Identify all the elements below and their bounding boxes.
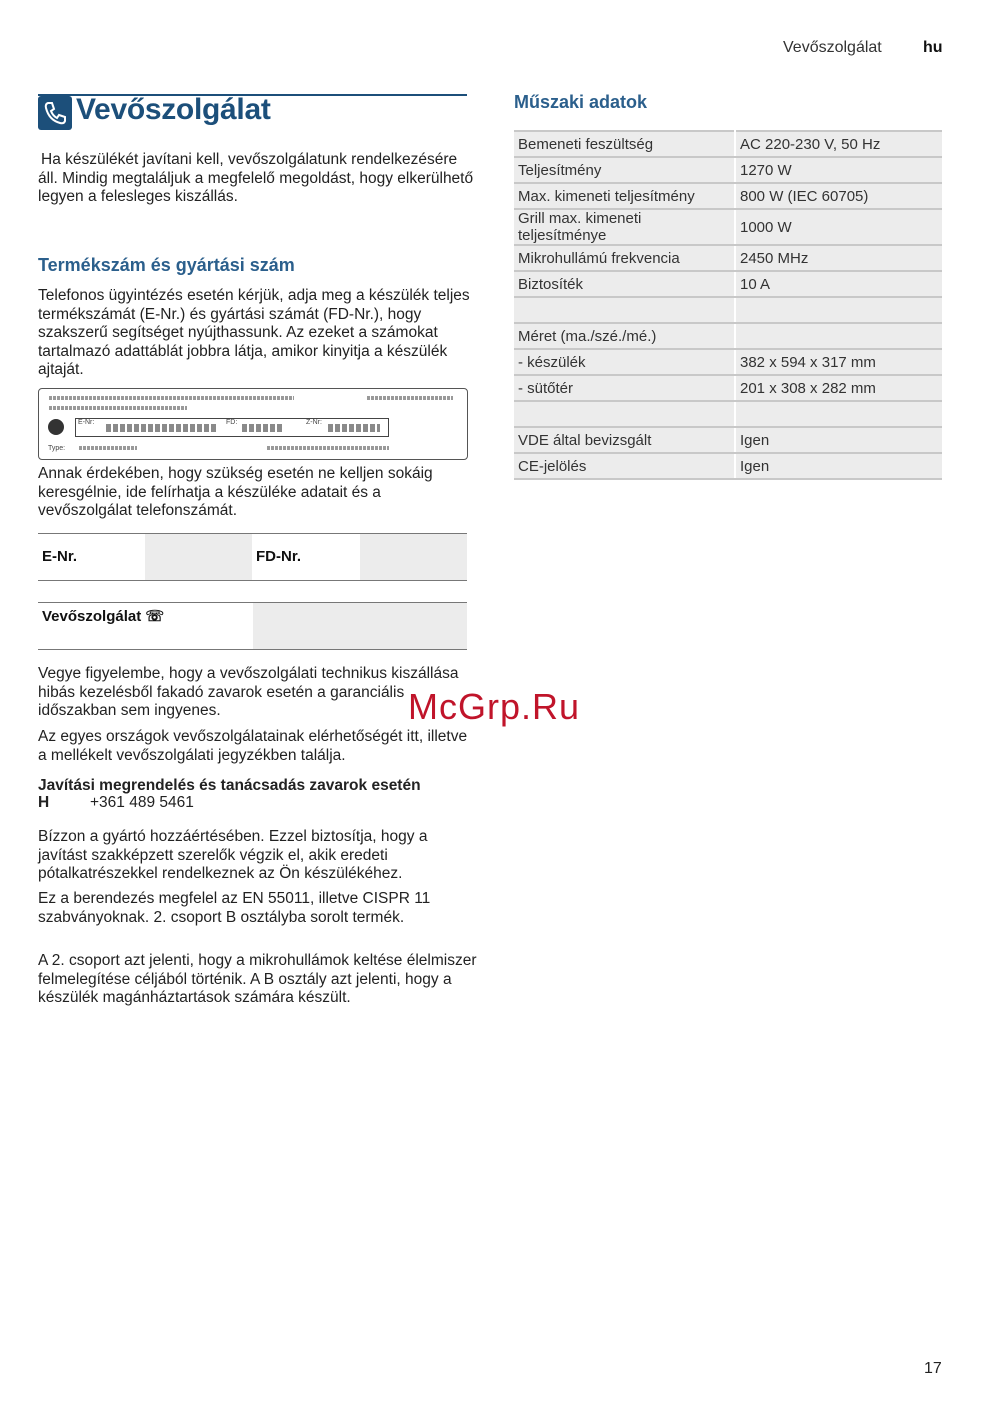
warranty-paragraph: Vegye figyelembe, hogy a vevőszolgálati technikus kiszállása hibás kezelésből fakadó zavarok esetén a garanciális időszakban sem ingyenes. xyxy=(38,665,459,719)
page-title: Vevőszolgálat xyxy=(76,93,271,126)
spec-label: CE-jelölés xyxy=(514,453,735,479)
specs-row xyxy=(514,427,942,453)
specs-row xyxy=(514,453,942,479)
fdnr-field-label: FD-Nr. xyxy=(256,548,301,565)
specs-row xyxy=(514,401,942,427)
running-header-section: Vevőszolgálat xyxy=(783,39,882,56)
plate-znr-label: Z-Nr: xyxy=(306,419,322,426)
spec-value: 1000 W xyxy=(735,209,942,245)
spec-label: Méret (ma./szé./mé.) xyxy=(514,323,735,349)
spec-label: Bemeneti feszültség xyxy=(514,131,735,157)
enr-field-label: E-Nr. xyxy=(42,548,78,565)
specs-row xyxy=(514,271,942,297)
plate-enr-label: E-Nr: xyxy=(78,419,95,426)
spec-label: Max. kimeneti teljesítmény xyxy=(514,183,735,209)
watermark: McGrp.Ru xyxy=(408,686,581,727)
specs-row xyxy=(514,375,942,401)
spec-label: Teljesítmény xyxy=(514,157,735,183)
repair-country-code: H xyxy=(38,794,50,811)
rating-plate-illustration xyxy=(38,388,468,460)
service-phone-form-row xyxy=(38,602,467,650)
page-number: 17 xyxy=(924,1360,942,1377)
enr-field[interactable] xyxy=(145,534,252,580)
running-header-language: hu xyxy=(923,39,943,56)
spec-value: 800 W (IEC 60705) xyxy=(735,183,942,209)
spec-label: Biztosíték xyxy=(514,271,735,297)
specs-row xyxy=(514,245,942,271)
trust-paragraph: Bízzon a gyártó hozzáértésében. Ezzel biztosítja, hogy a javítást szakképzett szerelők végzik el, akik eredeti pótalkatrészekkel rendelkeznek az Ön készülékéhez. xyxy=(38,828,428,882)
plate-type-label: Type: xyxy=(48,445,66,452)
service-field-label: Vevőszolgálat ☏ xyxy=(42,608,165,625)
specs-row xyxy=(514,131,942,157)
product-number-heading: Termékszám és gyártási szám xyxy=(38,255,295,275)
spec-value: 10 A xyxy=(735,271,942,297)
spec-label: - készülék xyxy=(514,349,735,375)
spec-value: 201 x 308 x 282 mm xyxy=(735,375,942,401)
service-phone-field[interactable] xyxy=(253,603,467,649)
spec-value: 382 x 594 x 317 mm xyxy=(735,349,942,375)
spec-label xyxy=(514,297,735,323)
specs-row xyxy=(514,183,942,209)
rating-plate-number-box xyxy=(75,418,389,437)
specs-table xyxy=(514,130,942,480)
intro-paragraph: Ha készülékét javítani kell, vevőszolgálatunk rendelkezésére áll. Mindig megtaláljuk a megfelelő megoldást, hogy elkerülhető legyen a felesleges kiszállás. xyxy=(38,151,474,205)
spec-label: VDE által bevizsgált xyxy=(514,427,735,453)
spec-value: Igen xyxy=(735,453,942,479)
specs-row xyxy=(514,349,942,375)
specs-row xyxy=(514,297,942,323)
repair-heading: Javítási megrendelés és tanácsadás zavarok esetén xyxy=(38,777,421,794)
certification-icon xyxy=(48,419,64,435)
spec-value: 2450 MHz xyxy=(735,245,942,271)
spec-value xyxy=(735,323,942,349)
spec-value: AC 220-230 V, 50 Hz xyxy=(735,131,942,157)
specs-heading: Műszaki adatok xyxy=(514,92,648,112)
phone-icon xyxy=(38,96,72,130)
spec-value xyxy=(735,297,942,323)
spec-label: Grill max. kimeneti teljesítménye xyxy=(514,209,735,245)
spec-label: - sütőtér xyxy=(514,375,735,401)
countries-paragraph: Az egyes országok vevőszolgálatainak elérhetőségét itt, illetve a mellékelt vevőszolgálati jegyzékben találja. xyxy=(38,728,468,764)
specs-row xyxy=(514,157,942,183)
specs-row xyxy=(514,209,942,245)
spec-value: Igen xyxy=(735,427,942,453)
repair-phone-number: +361 489 5461 xyxy=(90,794,194,811)
fdnr-field[interactable] xyxy=(360,534,467,580)
spec-value xyxy=(735,401,942,427)
group-paragraph: A 2. csoport azt jelenti, hogy a mikrohullámok keltése élelmiszer felmelegítése céljából történik. A B osztály azt jelenti, hogy a készülék magánháztartások számára készült. xyxy=(38,952,477,1006)
spec-value: 1270 W xyxy=(735,157,942,183)
standard-paragraph: Ez a berendezés megfelel az EN 55011, illetve CISPR 11 szabványoknak. 2. csoport B osztályba sorolt termék. xyxy=(38,890,431,926)
product-number-paragraph: Telefonos ügyintézés esetén kérjük, adja meg a készülék teljes termékszámát (E-Nr.) és gyártási számát (FD-Nr.), hogy szakszerű segítséget nyújthassunk. Az ezeket a számokat tartalmazó adattáblát jobbra látja, amikor kinyitja a készülék ajtaját. xyxy=(38,287,470,378)
plate-fd-label: FD: xyxy=(226,419,238,426)
serial-number-form-row xyxy=(38,533,467,581)
spec-label xyxy=(514,401,735,427)
spec-label: Mikrohullámú frekvencia xyxy=(514,245,735,271)
specs-row xyxy=(514,323,942,349)
note-paragraph: Annak érdekében, hogy szükség esetén ne kelljen sokáig keresgélnie, ide felírhatja a készüléke adatait és a vevőszolgálat telefonszámát. xyxy=(38,465,433,519)
